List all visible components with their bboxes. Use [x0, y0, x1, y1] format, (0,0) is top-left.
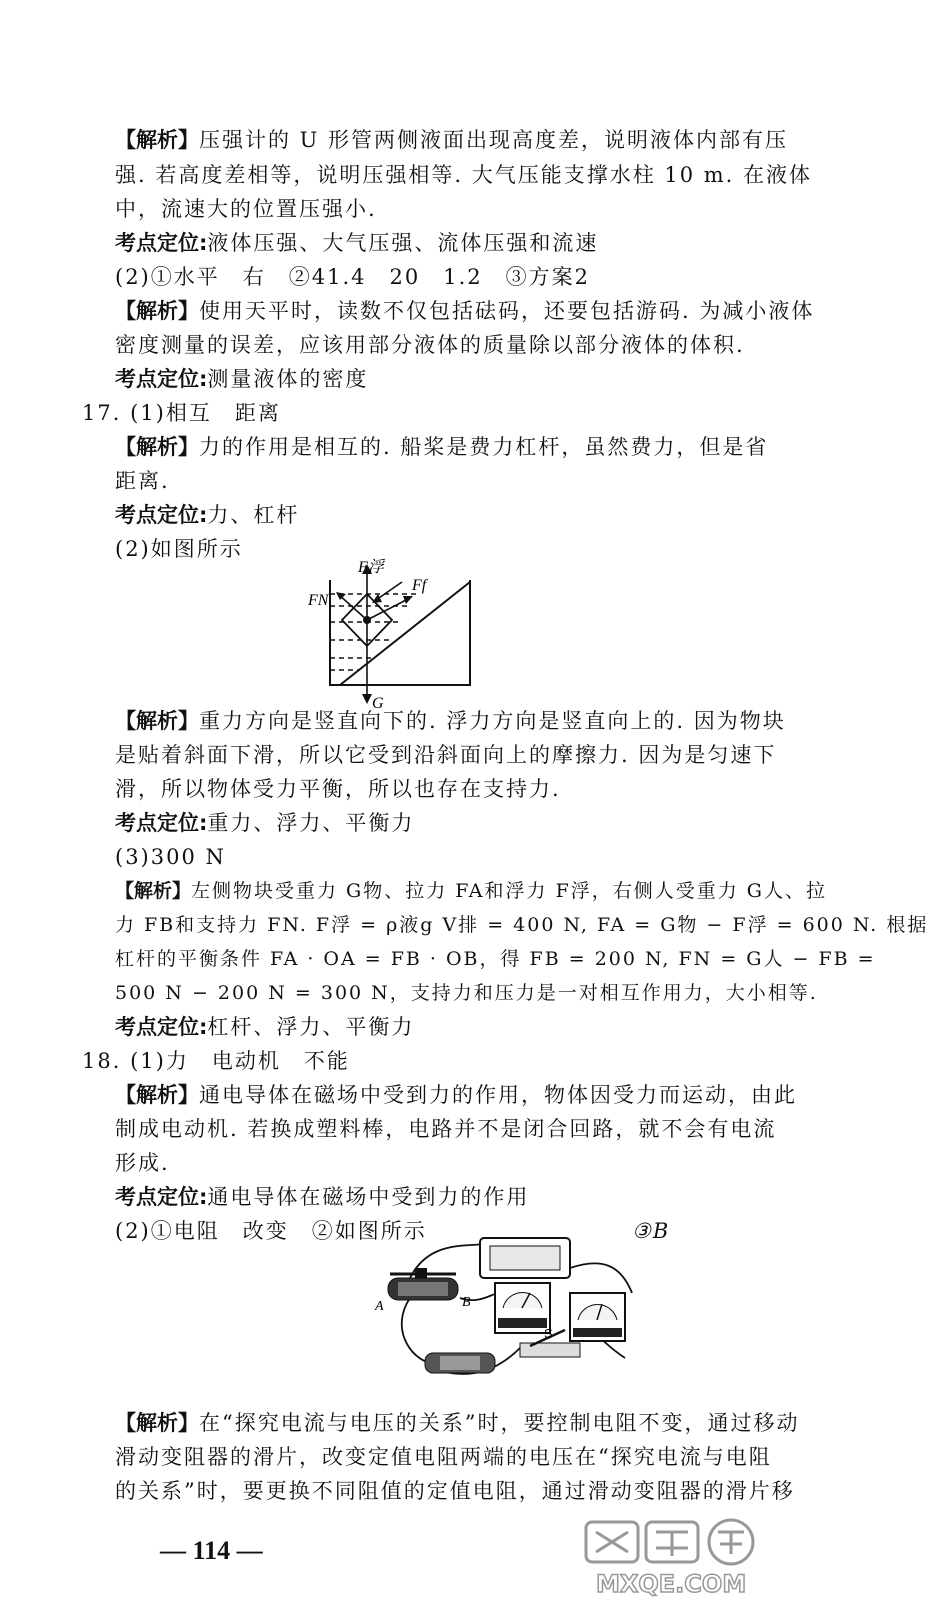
text-line: 制成电动机. 若换成塑料棒，电路并不是闭合回路，就不会有电流	[115, 1117, 777, 1141]
text-line: 中，流速大的位置压强小.	[115, 197, 377, 221]
page-number: — 114 —	[160, 1536, 263, 1565]
text-line: 滑，所以物体受力平衡，所以也存在支持力.	[115, 777, 561, 801]
text-line: 密度测量的误差，应该用部分液体的质量除以部分液体的体积.	[115, 333, 745, 357]
text-line: 滑动变阻器的滑片，改变定值电阻两端的电压在“探究电流与电阻	[115, 1445, 772, 1469]
text-line: 【解析】在“探究电流与电压的关系”时，要控制电阻不变，通过移动	[115, 1411, 800, 1435]
circuit-diagram	[370, 1238, 670, 1393]
friction-label: Ff	[412, 577, 427, 594]
text-line: (2)①水平 右 ②41.4 20 1.2 ③方案2	[115, 265, 590, 289]
text-line: (3)300 N	[115, 845, 226, 869]
text-line: 【解析】使用天平时，读数不仅包括砝码，还要包括游码. 为减小液体	[115, 299, 815, 323]
watermark-text: MXQE.COM	[596, 1570, 747, 1598]
rheostat-end-b-label: B	[462, 1295, 471, 1310]
text-line: 18. (1)力 电动机 不能	[82, 1049, 350, 1073]
text-line: 【解析】左侧物块受重力 G物、拉力 FA和浮力 F浮，右侧人受重力 G人、拉	[115, 880, 827, 902]
text-line: 形成.	[115, 1151, 170, 1175]
rheostat-end-a-label: A	[375, 1299, 384, 1314]
text-line: 是贴着斜面下滑，所以它受到沿斜面向上的摩擦力. 因为是匀速下	[115, 743, 777, 767]
text-line: 力 FB和支持力 FN. F浮 = ρ液g V排 = 400 N, FA = G物 − F浮 = 600 N. 根据	[115, 914, 928, 936]
text-line: 【解析】力的作用是相互的. 船桨是费力杠杆，虽然费力，但是省	[115, 435, 769, 459]
text-line: (2)如图所示	[115, 537, 243, 561]
gravity-label: G	[372, 695, 384, 712]
text-line: 考点定位:杠杆、浮力、平衡力	[115, 1015, 415, 1039]
buoyancy-label: F浮	[358, 559, 384, 576]
text-line: 考点定位:测量液体的密度	[115, 367, 369, 391]
text-line: 17. (1)相互 距离	[82, 401, 281, 425]
text-line: 考点定位:通电导体在磁场中受到力的作用	[115, 1185, 530, 1209]
switch-label: S	[544, 1326, 553, 1341]
text-line: 考点定位:液体压强、大气压强、流体压强和流速	[115, 231, 599, 255]
text-line: 强. 若高度差相等，说明压强相等. 大气压能支撑水柱 10 m. 在液体	[115, 163, 813, 187]
text-line: 【解析】重力方向是竖直向下的. 浮力方向是竖直向上的. 因为物块	[115, 709, 786, 733]
text-line: 【解析】通电导体在磁场中受到力的作用，物体因受力而运动，由此	[115, 1083, 797, 1107]
force-diagram	[300, 560, 490, 710]
text-line: 考点定位:力、杠杆	[115, 503, 300, 527]
text-line: 【解析】压强计的 U 形管两侧液面出现高度差，说明液体内部有压	[115, 128, 789, 152]
support-force-label: FN	[308, 592, 329, 609]
text-line: (2)①电阻 改变 ②如图所示	[115, 1219, 427, 1243]
text-line: 杠杆的平衡条件 FA · OA = FB · OB，得 FB = 200 N, FN = G人 − FB =	[115, 948, 876, 970]
text-line: ③B	[632, 1219, 671, 1243]
watermark-logo	[576, 1518, 776, 1598]
text-line: 考点定位:重力、浮力、平衡力	[115, 811, 415, 835]
text-line: 500 N − 200 N = 300 N，支持力和压力是一对相互作用力，大小相等.	[115, 982, 818, 1004]
text-line: 的关系”时，要更换不同阻值的定值电阻，通过滑动变阻器的滑片移	[115, 1479, 795, 1503]
text-line: 距离.	[115, 469, 170, 493]
